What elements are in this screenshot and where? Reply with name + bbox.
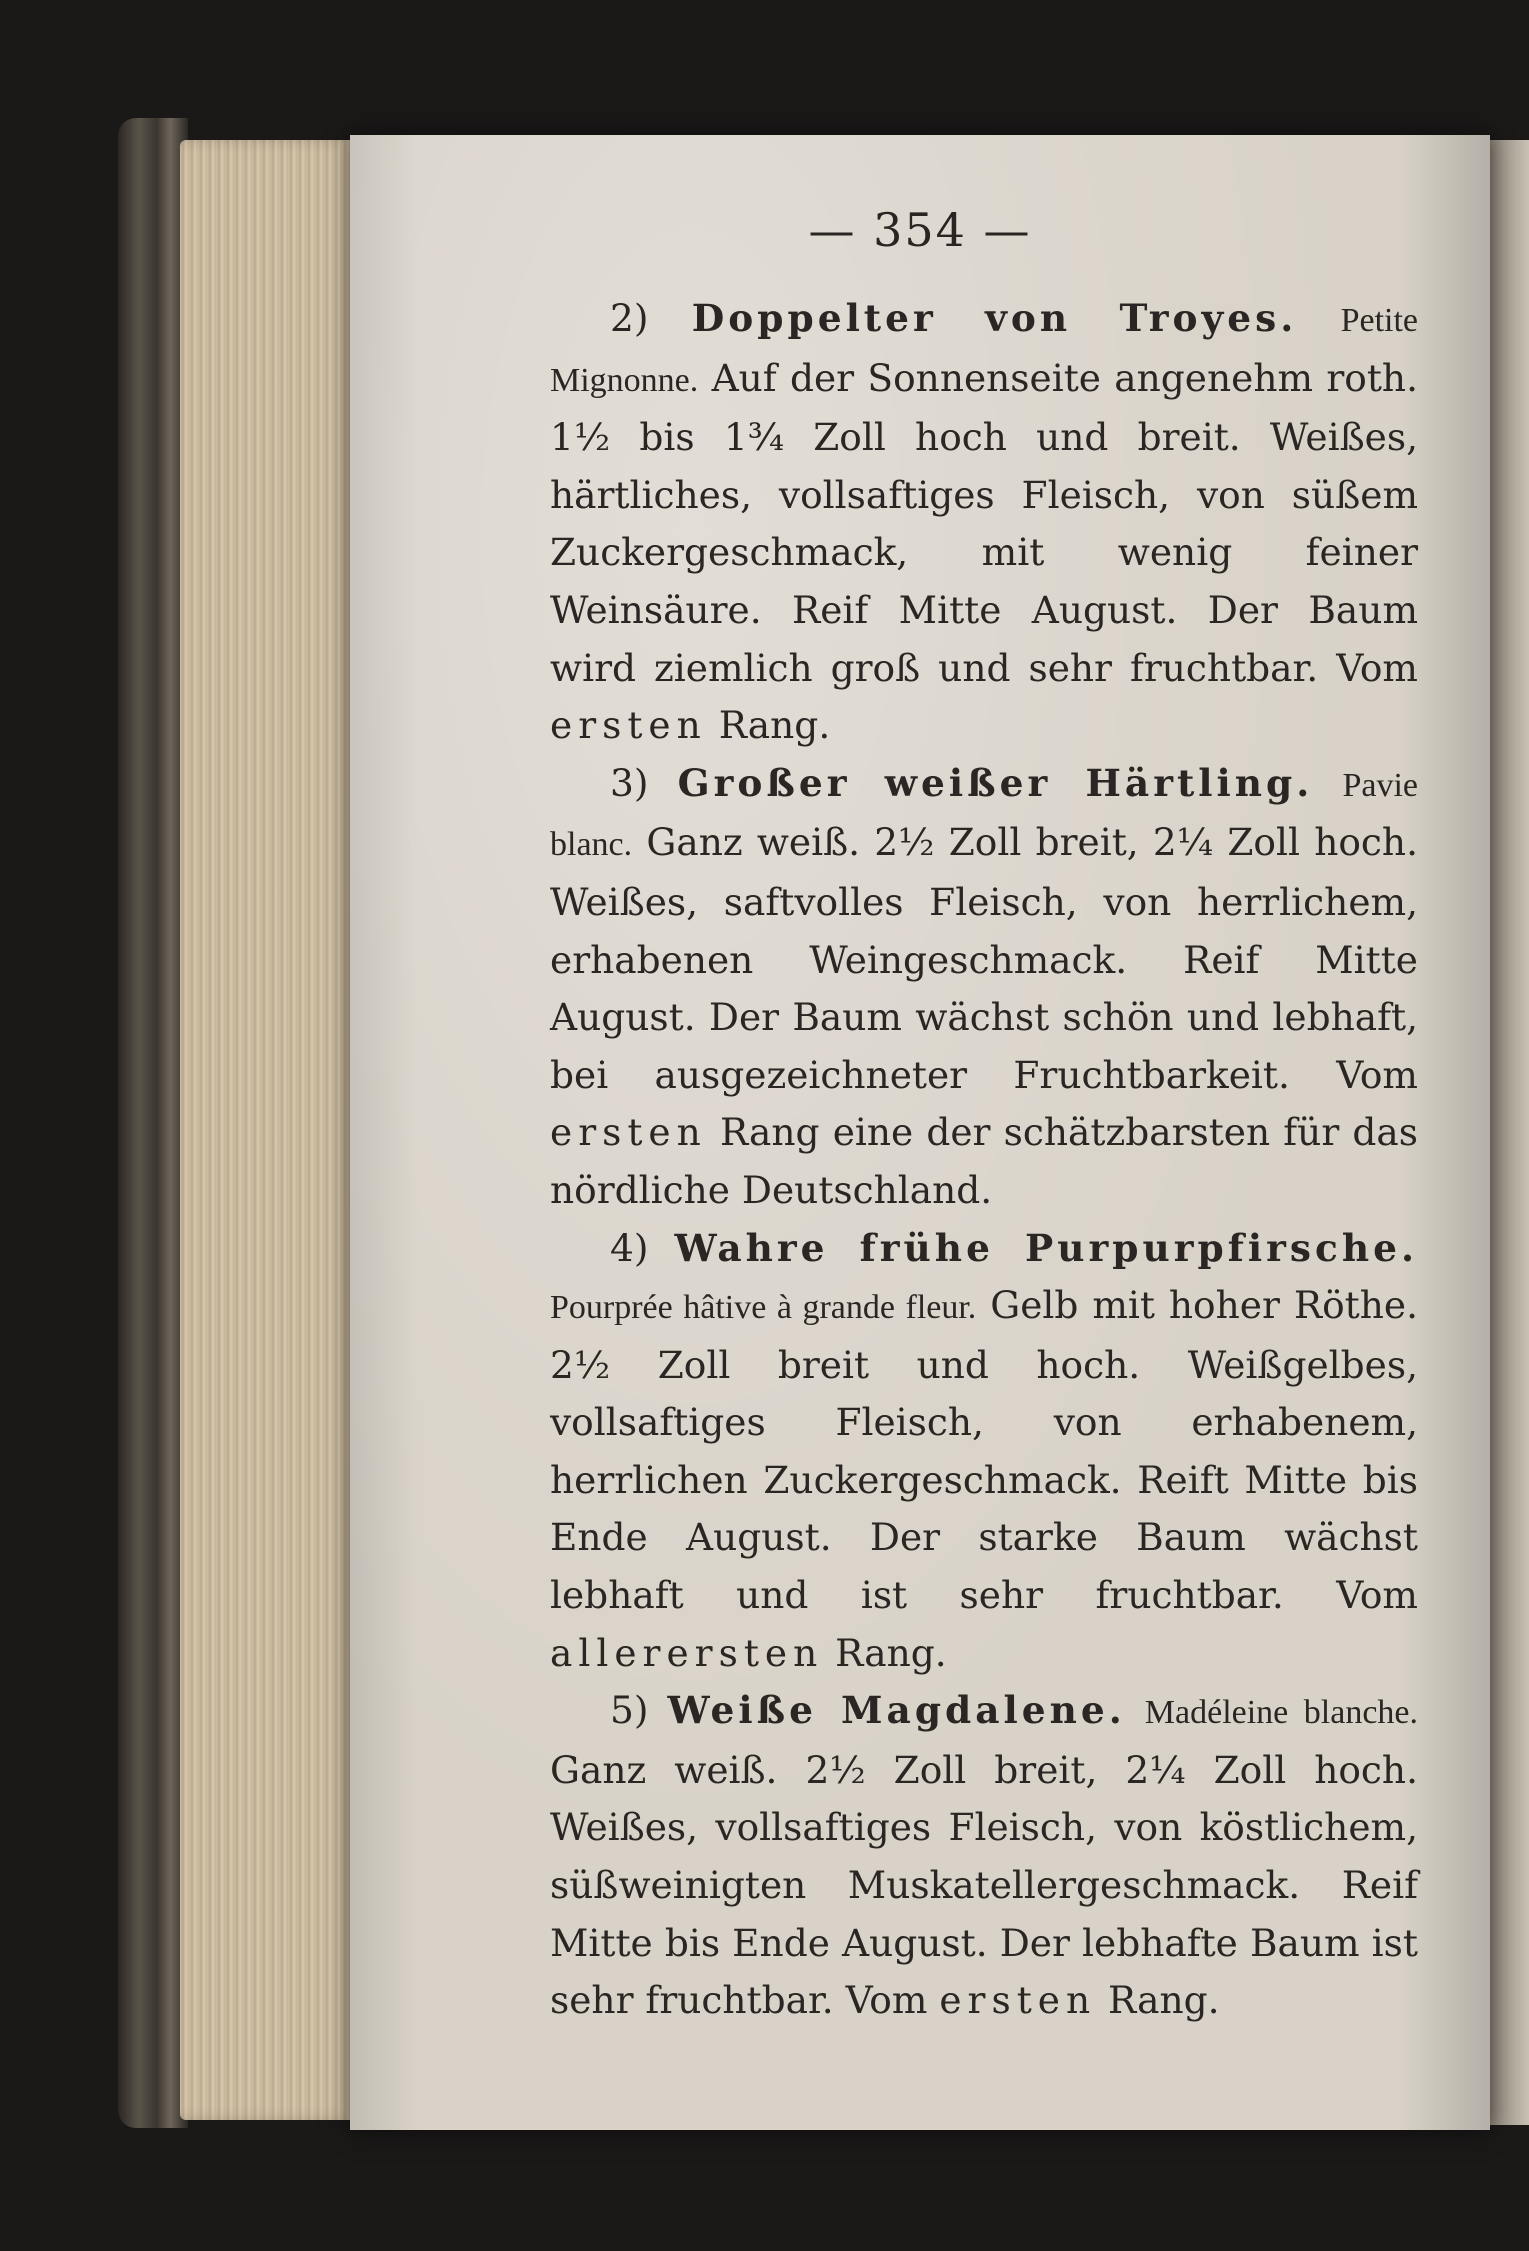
french-name: Madéleine blanche. (1144, 1694, 1418, 1732)
entry-number: 3) (610, 760, 649, 805)
page-edges (180, 140, 360, 2120)
page-body (550, 290, 1418, 2030)
page-number: — 354 — (808, 203, 1032, 257)
book-spine (118, 118, 188, 2128)
entry-description-end: Rang. (835, 1630, 947, 1675)
entry-number: 2) (610, 296, 649, 340)
rank-word: ersten (550, 1110, 707, 1155)
variety-name: Großer weißer Härtling. (677, 760, 1314, 805)
entry-description: Auf der Sonnenseite angenehm roth. 1½ bis 1¾ Zoll hoch und breit. Weißes, härtliches, vollsaftiges Fleisch, von süßem Zuckergeschmack, mit wenig feiner Weinsäure. Reif Mitte August. Der Baum wird ziemlich groß und sehr fruchtbar. Vom (550, 355, 1418, 690)
entry-description: Gelb mit hoher Röthe. 2½ Zoll breit und hoch. Weißgelbes, vollsaftiges Fleisch, von erhabenem, herrlichen Zuckergeschmack. Reift Mitte bis Ende August. Der starke Baum wächst lebhaft und ist sehr fruchtbar. Vom (550, 1283, 1418, 1618)
entry-description: Ganz weiß. 2½ Zoll breit, 2¼ Zoll hoch. Weißes, saftvolles Fleisch, von herrlichem, erhabenen Weingeschmack. Reif Mitte August. Der Baum wächst schön und lebhaft, bei ausgezeichneter Fruchtbarkeit. Vom (550, 820, 1418, 1097)
rank-word: allerersten (550, 1630, 824, 1675)
variety-name: Doppelter von Troyes. (691, 296, 1298, 340)
french-name: Pourprée hâtive à grande fleur. (550, 1289, 977, 1327)
french-name: Pavie blanc. (550, 766, 1418, 864)
entry-description-end: Rang eine der schätzbarsten für das nördliche Deutschland. (550, 1110, 1418, 1212)
entry-description-end: Rang. (1108, 1978, 1220, 2023)
facing-page-edge (1490, 140, 1529, 2125)
book-page (350, 135, 1490, 2130)
entry-3 (550, 755, 1418, 1220)
entry-number: 4) (610, 1225, 649, 1270)
entry-4 (550, 1220, 1418, 1683)
french-name: Petite Mignonne. (550, 302, 1418, 399)
entry-2 (550, 290, 1418, 755)
entry-5 (550, 1682, 1418, 2030)
entry-number: 5) (610, 1688, 649, 1733)
rank-word: ersten (939, 1978, 1097, 2023)
entry-description-end: Rang. (718, 703, 831, 748)
variety-name: Weiße Magdalene. (667, 1688, 1126, 1733)
rank-word: ersten (550, 703, 707, 748)
variety-name: Wahre frühe Purpurpfirsche. (674, 1225, 1418, 1270)
entry-description: Ganz weiß. 2½ Zoll breit, 2¼ Zoll hoch. Weißes, vollsaftiges Fleisch, von köstlichem, süßweinigten Muskatellergeschmack. Reif Mitte bis Ende August. Der lebhafte Baum ist sehr fruchtbar. Vom (550, 1747, 1418, 2023)
